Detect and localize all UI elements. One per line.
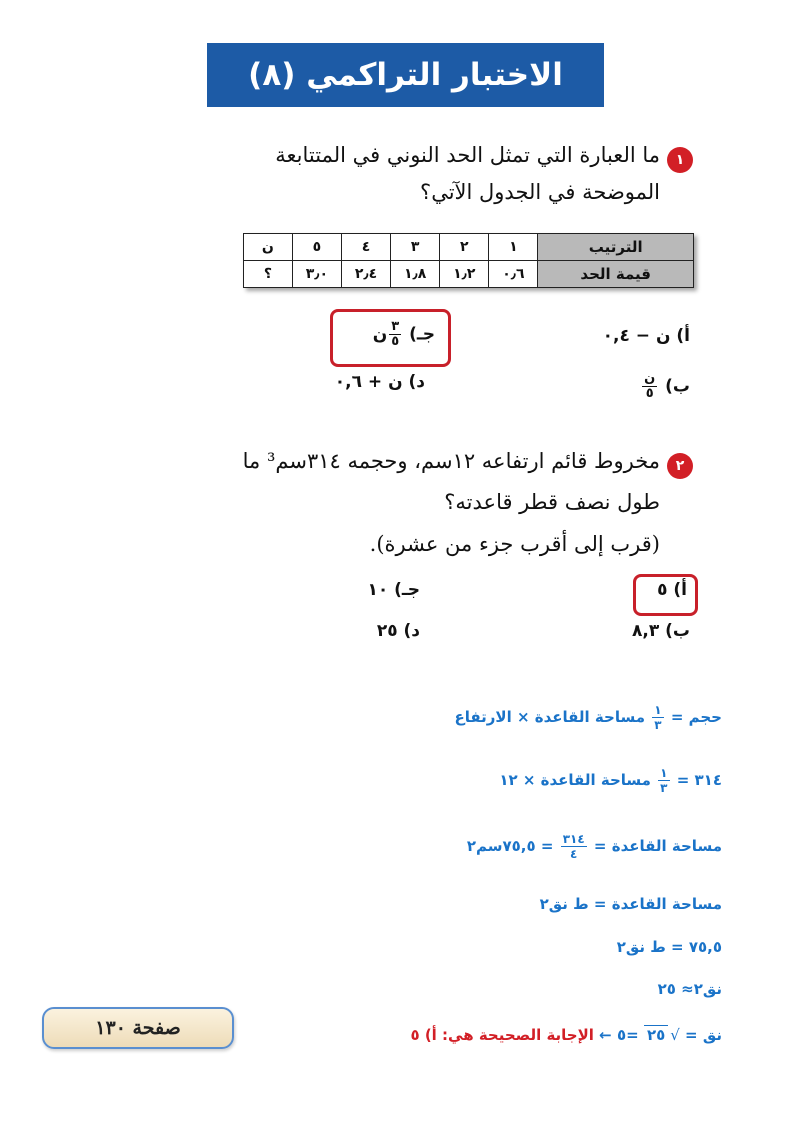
solution-line-1: حجم = $\frac{١}{٣}$ مساحة القاعدة × الارتفاع xyxy=(454,703,722,732)
question-2-line-1: مخروط قائم ارتفاعه ١٢سم، وحجمه ٣١٤سم³ ما xyxy=(242,449,660,473)
table-cell: ١٫٨ xyxy=(391,261,440,288)
question-2-line-3: (قرب إلى أقرب جزء من عشرة). xyxy=(369,532,660,556)
page-number-label: صفحة ١٣٠ xyxy=(95,1017,181,1039)
q2-option-c[interactable] xyxy=(367,580,420,600)
question-2-line-2: طول نصف قطر قاعدته؟ xyxy=(444,490,660,514)
table-cell: ٠٫٦ xyxy=(489,261,538,288)
table-header-value: قيمة الحد xyxy=(538,261,694,288)
q2-option-b[interactable] xyxy=(632,621,690,641)
table-row xyxy=(244,234,694,261)
option-label: د) xyxy=(403,621,420,641)
table-cell: ن xyxy=(244,234,293,261)
sequence-table xyxy=(243,233,694,288)
sqrt-icon: √ xyxy=(670,1026,680,1044)
solution-line-2: ٣١٤ = $\frac{١}{٣}$ مساحة القاعدة × ١٢ xyxy=(499,766,722,795)
option-text: ٥ xyxy=(657,580,668,600)
option-text: ن + ٠,٦ xyxy=(334,372,403,392)
table-cell: ٣٫٠ xyxy=(292,261,341,288)
fraction: $\frac{\text{ن}}{٥}$ xyxy=(644,371,656,401)
option-text: ن − ٠,٤ xyxy=(602,326,671,346)
solution-line-5: ٧٥,٥ = ط نق٢ xyxy=(616,938,722,956)
option-label: جـ) xyxy=(394,580,420,600)
solution-line-4: مساحة القاعدة = ط نق٢ xyxy=(539,895,722,913)
option-label: أ) xyxy=(676,326,690,346)
page-number-badge xyxy=(42,1007,234,1049)
table-cell: ٣ xyxy=(391,234,440,261)
q2-option-d[interactable] xyxy=(377,621,420,641)
option-text: ٢٥ xyxy=(376,621,398,641)
table-header-rank: الترتيب xyxy=(538,234,694,261)
final-answer: الإجابة الصحيحة هي: أ) ٥ xyxy=(410,1026,594,1044)
fraction: $\frac{١}{٣}$ xyxy=(660,766,668,795)
title-banner xyxy=(207,43,604,107)
fraction: $\frac{١}{٣}$ xyxy=(654,703,662,732)
q2-option-a[interactable] xyxy=(657,580,687,600)
fraction: $\frac{٣}{٥}$ xyxy=(391,319,400,349)
table-cell: ١ xyxy=(489,234,538,261)
solution-line-6: نق٢≈ ٢٥ xyxy=(657,980,722,998)
fraction: $\frac{٣١٤}{٤}$ xyxy=(562,832,585,861)
option-label: د) xyxy=(408,372,425,392)
table-cell: ٥ xyxy=(292,234,341,261)
option-label: أ) xyxy=(673,580,687,600)
question-1-line-2: الموضحة في الجدول الآتي؟ xyxy=(420,180,660,204)
question-1-badge xyxy=(667,147,693,173)
q1-option-c[interactable]: جـ) $\frac{٣}{٥}$ ن xyxy=(372,319,435,349)
question-1-line-1: ما العبارة التي تمثل الحد النوني في المتتابعة xyxy=(275,143,660,167)
option-text: ٨,٣ xyxy=(632,621,660,641)
page-title: الاختبار التراكمي (٨) xyxy=(248,57,563,93)
question-2-badge xyxy=(667,453,693,479)
table-cell: ٢ xyxy=(440,234,489,261)
q1-option-d[interactable] xyxy=(335,372,425,392)
question-2-number: ٢ xyxy=(675,458,685,474)
table-cell: ؟ xyxy=(244,261,293,288)
solution-line-7: نق = √٢٥ =٥ ← الإجابة الصحيحة هي: أ) ٥ xyxy=(410,1026,722,1044)
option-label: جـ) xyxy=(409,324,435,345)
option-label: ب) xyxy=(665,621,690,641)
solution-line-3: مساحة القاعدة = $\frac{٣١٤}{٤}$ = ٧٥,٥سم٢ xyxy=(466,832,722,861)
option-text: ١٠ xyxy=(367,580,389,600)
q1-option-b[interactable] xyxy=(640,372,690,401)
table-cell: ٤ xyxy=(341,234,390,261)
question-1-number: ١ xyxy=(675,152,685,168)
table-cell: ٢٫٤ xyxy=(341,261,390,288)
table-row xyxy=(244,261,694,288)
q1-option-a[interactable] xyxy=(603,326,690,346)
table-cell: ١٫٢ xyxy=(440,261,489,288)
option-label: ب) xyxy=(665,376,690,397)
